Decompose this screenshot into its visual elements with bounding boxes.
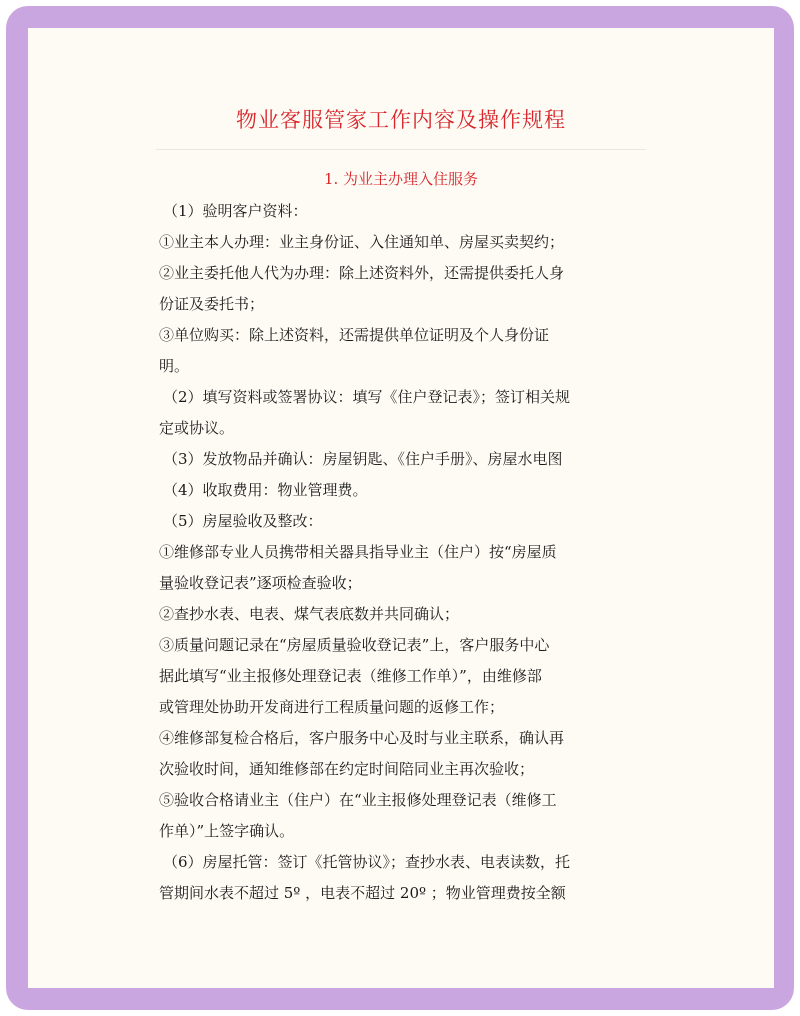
page-frame: [6, 6, 794, 1010]
paragraph-line: （5）房屋验收及整改：: [163, 512, 323, 530]
paragraph-line: 据此填写“业主报修处理登记表（维修工作单）”，由维修部: [159, 667, 542, 685]
paragraph-line: （4）收取费用：物业管理费。: [163, 481, 368, 499]
paragraph-line: ④维修部复检合格后，客户服务中心及时与业主联系，确认再: [159, 729, 565, 747]
paragraph-line: 或管理处协助开发商进行工程质量问题的返修工作；: [159, 698, 505, 716]
document-page: [28, 28, 774, 988]
paragraph-line: ③质量问题记录在“房屋质量验收登记表”上，客户服务中心: [159, 636, 550, 654]
paragraph-line: （3）发放物品并确认：房屋钥匙、《住户手册》、房屋水电图: [163, 450, 563, 468]
paragraph-line: ②查抄水表、电表、煤气表底数并共同确认；: [159, 605, 460, 623]
paragraph-line: 作单）”上签字确认。: [159, 822, 295, 840]
document-title: 物业客服管家工作内容及操作规程: [236, 108, 566, 132]
paragraph-line: （1）验明客户资料：: [163, 202, 308, 220]
paragraph-line: ⑤验收合格请业主（住户）在“业主报修处理登记表（维修工: [159, 791, 557, 809]
paragraph-line: ①业主本人办理：业主身份证、入住通知单、房屋买卖契约；: [159, 233, 565, 251]
section-heading: 1. 为业主办理入住服务: [323, 170, 479, 188]
paragraph-line: 量验收登记表”逐项检查验收；: [159, 574, 362, 592]
document-body: [159, 196, 637, 909]
paragraph-line: （6）房屋托管：签订《托管协议》；查抄水表、电表读数，托: [163, 853, 571, 871]
paragraph-line: 管期间水表不超过 5º ，电表不超过 20º ；物业管理费按全额: [159, 884, 566, 902]
paragraph-line: 明。: [159, 357, 190, 375]
paragraph-line: （2）填写资料或签署协议：填写《住户登记表》；签订相关规: [163, 388, 571, 406]
paragraph-line: ①维修部专业人员携带相关器具指导业主（住户）按“房屋质: [159, 543, 557, 561]
paragraph-line: 定或协议。: [159, 419, 235, 437]
paragraph-line: ②业主委托他人代为办理：除上述资料外，还需提供委托人身: [159, 264, 565, 282]
paragraph-line: 份证及委托书；: [159, 295, 265, 313]
title-divider: [156, 149, 646, 150]
paragraph-line: 次验收时间，通知维修部在约定时间陪同业主再次验收；: [159, 760, 535, 778]
paragraph-line: ③单位购买：除上述资料，还需提供单位证明及个人身份证: [159, 326, 550, 344]
